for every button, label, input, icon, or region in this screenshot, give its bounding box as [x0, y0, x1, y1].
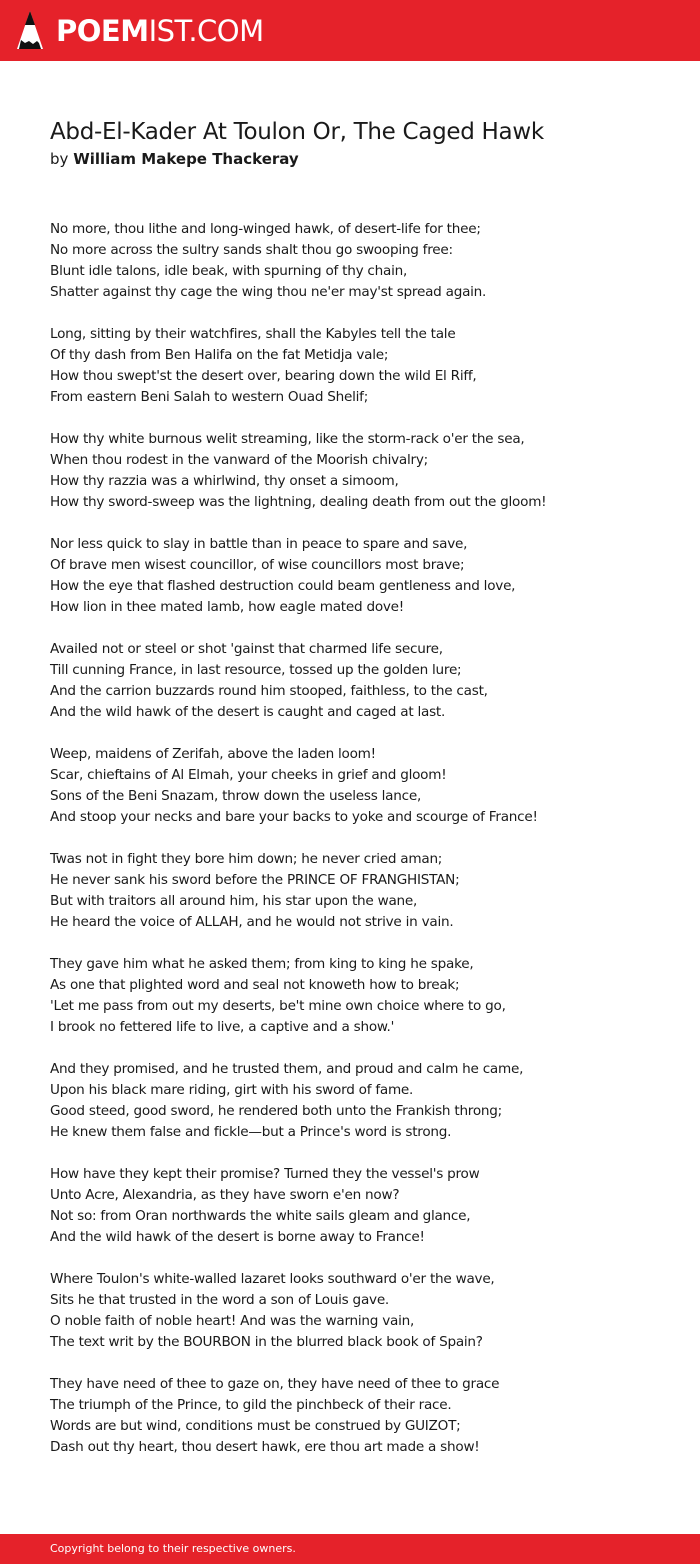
poem-stanza [50, 1164, 680, 1248]
poem-line: And they promised, and he trusted them, and proud and calm he came, [50, 1061, 524, 1077]
poem-stanza [50, 324, 680, 408]
poem-body [50, 219, 680, 1479]
poem-line: Unto Acre, Alexandria, as they have sworn e'en now? [50, 1187, 400, 1203]
poem-line: Not so: from Oran northwards the white sails gleam and glance, [50, 1208, 471, 1224]
poem-line: How thy razzia was a whirlwind, thy onset a simoom, [50, 473, 399, 489]
poem-line: Good steed, good sword, he rendered both unto the Frankish throng; [50, 1103, 502, 1119]
poem-stanza [50, 744, 680, 828]
poem-line: But with traitors all around him, his star upon the wane, [50, 893, 418, 909]
poem-line: They have need of thee to gaze on, they have need of thee to grace [50, 1376, 500, 1392]
poem-line: When thou rodest in the vanward of the Moorish chivalry; [50, 452, 429, 468]
poem-line: And the wild hawk of the desert is caught and caged at last. [50, 704, 446, 720]
poem-stanza [50, 1374, 680, 1458]
poem-line: O noble faith of noble heart! And was the warning vain, [50, 1313, 415, 1329]
author-name: William Makepe Thackeray [73, 150, 299, 168]
poem-line: The text writ by the BOURBON in the blurred black book of Spain? [50, 1334, 483, 1350]
byline [50, 148, 299, 170]
poem-line: No more, thou lithe and long-winged hawk, of desert-life for thee; [50, 221, 481, 237]
poem-stanza [50, 849, 680, 933]
poem-stanza [50, 639, 680, 723]
poem-line: Scar, chieftains of Al Elmah, your cheeks in grief and gloom! [50, 767, 447, 783]
poem-line: The triumph of the Prince, to gild the pinchbeck of their race. [50, 1397, 452, 1413]
poem-line: Sits he that trusted in the word a son of Louis gave. [50, 1292, 389, 1308]
poem-line: No more across the sultry sands shalt thou go swooping free: [50, 242, 453, 258]
poem-line: How the eye that flashed destruction could beam gentleness and love, [50, 578, 516, 594]
poem-line: From eastern Beni Salah to western Ouad Shelif; [50, 389, 369, 405]
poem-line: Till cunning France, in last resource, tossed up the golden lure; [50, 662, 462, 678]
poem-line: Twas not in fight they bore him down; he never cried aman; [50, 851, 443, 867]
poem-line: He knew them false and fickle—but a Prince's word is strong. [50, 1124, 452, 1140]
poem-line: 'Let me pass from out my deserts, be't mine own choice where to go, [50, 998, 506, 1014]
poem-line: And the carrion buzzards round him stooped, faithless, to the cast, [50, 683, 488, 699]
poem-line: They gave him what he asked them; from king to king he spake, [50, 956, 474, 972]
poem-line: As one that plighted word and seal not knoweth how to break; [50, 977, 460, 993]
poem-line: I brook no fettered life to live, a captive and a show.' [50, 1019, 395, 1035]
poem-line: How thou swept'st the desert over, bearing down the wild El Riff, [50, 368, 477, 384]
logo-light-text: IST.COM [148, 14, 264, 48]
poem-line: Weep, maidens of Zerifah, above the laden loom! [50, 746, 376, 762]
poem-line: And the wild hawk of the desert is borne away to France! [50, 1229, 425, 1245]
poem-line: He never sank his sword before the PRINCE OF FRANGHISTAN; [50, 872, 460, 888]
site-logo-text [56, 9, 264, 53]
poem-stanza [50, 219, 680, 303]
copyright-text: Copyright belong to their respective owners. [50, 1542, 296, 1555]
poem-line: Blunt idle talons, idle beak, with spurning of thy chain, [50, 263, 408, 279]
poem-line: Shatter against thy cage the wing thou ne'er may'st spread again. [50, 284, 487, 300]
poem-stanza [50, 1059, 680, 1143]
pencil-tip-icon [16, 10, 44, 53]
poem-line: Upon his black mare riding, girt with his sword of fame. [50, 1082, 414, 1098]
poem-line: Nor less quick to slay in battle than in peace to spare and save, [50, 536, 468, 552]
poem-stanza [50, 1269, 680, 1353]
poem-line: Dash out thy heart, thou desert hawk, ere thou art made a show! [50, 1439, 480, 1455]
poem-line: Availed not or steel or shot 'gainst that charmed life secure, [50, 641, 443, 657]
poem-line: Where Toulon's white-walled lazaret looks southward o'er the wave, [50, 1271, 495, 1287]
poem-line: How have they kept their promise? Turned they the vessel's prow [50, 1166, 480, 1182]
logo-bold-text: POEM [56, 14, 149, 48]
poem-line: How thy white burnous welit streaming, like the storm-rack o'er the sea, [50, 431, 525, 447]
by-label: by [50, 150, 69, 168]
poem-line: How thy sword-sweep was the lightning, dealing death from out the gloom! [50, 494, 547, 510]
poem-line: Of brave men wisest councillor, of wise councillors most brave; [50, 557, 465, 573]
site-header [0, 0, 700, 61]
poem-line: How lion in thee mated lamb, how eagle mated dove! [50, 599, 405, 615]
poem-line: Of thy dash from Ben Halifa on the fat Metidja vale; [50, 347, 389, 363]
poem-line: He heard the voice of ALLAH, and he would not strive in vain. [50, 914, 454, 930]
poem-line: Words are but wind, conditions must be construed by GUIZOT; [50, 1418, 461, 1434]
site-logo-link[interactable] [16, 9, 264, 53]
poem-line: Sons of the Beni Snazam, throw down the useless lance, [50, 788, 422, 804]
site-footer [0, 1534, 700, 1564]
poem-stanza [50, 534, 680, 618]
poem-title: Abd-El-Kader At Toulon Or, The Caged Hawk [50, 119, 544, 145]
poem-line: Long, sitting by their watchfires, shall the Kabyles tell the tale [50, 326, 456, 342]
poem-line: And stoop your necks and bare your backs to yoke and scourge of France! [50, 809, 538, 825]
poem-stanza [50, 429, 680, 513]
poem-stanza [50, 954, 680, 1038]
